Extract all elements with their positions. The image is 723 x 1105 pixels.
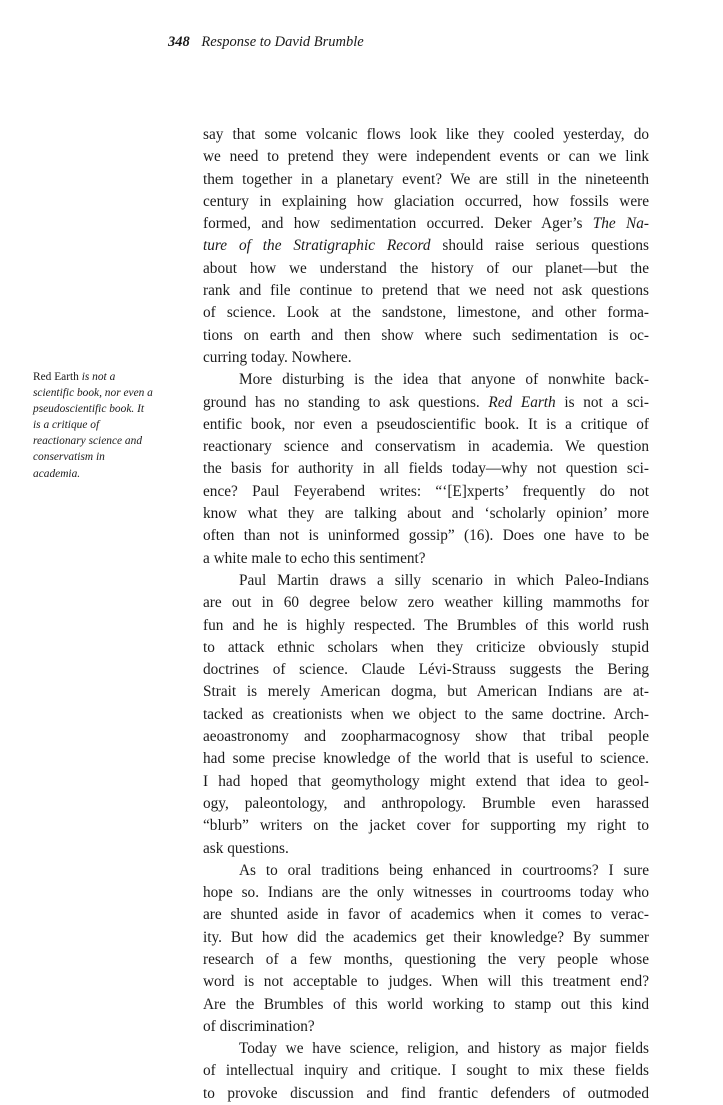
text-line: Are the Brumbles of this world working to stamp out this kind <box>203 995 649 1013</box>
text-line: As to oral traditions being enhanced in courtrooms? I sure <box>239 861 649 879</box>
margin-note-line: scientific book, nor even a <box>33 387 153 400</box>
text-line: know what they are talking about and ‘scholarly opinion’ more <box>203 505 649 523</box>
text-line: century in explaining how glaciation occurred, how fossils were <box>203 192 649 210</box>
text-line: we need to pretend they were independent events or can we link <box>203 148 649 166</box>
page-number: 348 <box>168 34 190 50</box>
paragraph-5 <box>203 1038 649 1105</box>
margin-note-line: reactionary science and <box>33 435 143 448</box>
margin-note-lead: Red Earth <box>33 371 79 383</box>
text-line: formed, and how sedimentation occurred. Deker Ager’s The Na- <box>203 215 649 233</box>
text-line: Today we have science, religion, and history as major fields <box>239 1040 649 1058</box>
text-line: to provoke discussion and find frantic defenders of outmoded <box>203 1084 649 1102</box>
text-line: curring today. Nowhere. <box>203 348 352 366</box>
text-line: rank and file continue to pretend that we need not ask questions <box>203 282 649 300</box>
text-line: tacked as creationists when we object to the same doctrine. Arch- <box>203 705 649 723</box>
text-line: a white male to echo this sentiment? <box>203 549 426 567</box>
paragraph-1 <box>203 124 649 369</box>
text-line: More disturbing is the idea that anyone of nonwhite back- <box>239 371 649 389</box>
paragraph-3 <box>203 570 649 860</box>
text-line: are out in 60 degree below zero weather killing mammoths for <box>203 594 649 612</box>
text-line: research of a few months, questioning the very people whose <box>203 950 649 968</box>
text-line: aeoastronomy and zoopharmacognosy show that tribal people <box>203 728 649 746</box>
text-line: ence? Paul Feyerabend writes: “‘[E]xperts’ frequently do not <box>203 482 649 500</box>
text-line: ground has no standing to ask questions. Red Earth is not a sci- <box>203 393 649 411</box>
text-line: of discrimination? <box>203 1017 315 1035</box>
margin-note-line: pseudoscientific book. It <box>33 403 145 416</box>
text-line: them together in a planetary event? We are still in the nineteenth <box>203 170 649 188</box>
text-line: fun and he is highly respected. The Brumbles of this world rush <box>203 616 649 634</box>
paragraph-2 <box>203 369 649 570</box>
text-line: had some precise knowledge of the world that is useful to science. <box>203 750 649 768</box>
text-line: tions on earth and then show where such sedimentation is oc- <box>203 326 649 344</box>
text-line: say that some volcanic flows look like they cooled yesterday, do <box>203 126 649 143</box>
book-title: ture of the Stratigraphic Record <box>203 237 431 255</box>
text-line: hope so. Indians are the only witnesses in courtrooms today who <box>203 884 649 902</box>
text-line: entific book, nor even a pseudoscientific book. It is a critique of <box>203 415 649 433</box>
running-title: Response to David Brumble <box>201 34 364 50</box>
text-line: ogy, paleontology, and anthropology. Brumble even harassed <box>203 794 649 812</box>
text-line: ture of the Stratigraphic Record should raise serious questions <box>203 237 649 255</box>
book-title: The Na- <box>592 215 649 233</box>
text-line: often than not is uninformed gossip” (16). Does one have to be <box>203 527 649 545</box>
text-line: are shunted aside in favor of academics when it comes to verac- <box>203 906 649 924</box>
margin-note-line: academia. <box>33 467 81 480</box>
paragraph-4 <box>203 860 649 1038</box>
text-line: to attack ethnic scholars when they criticize obviously stupid <box>203 638 649 656</box>
margin-note-line: is a critique of <box>33 419 100 432</box>
running-header <box>168 34 364 51</box>
margin-note-line: Red Earth is not a <box>33 371 116 383</box>
book-title: Red Earth <box>488 393 556 411</box>
text-line: “blurb” writers on the jacket cover for supporting my right to <box>203 817 649 835</box>
text-line: Paul Martin draws a silly scenario in which Paleo-Indians <box>239 571 649 589</box>
text-line: ity. But how did the academics get their knowledge? By summer <box>203 928 649 946</box>
margin-note-line: conservatism in <box>33 451 105 464</box>
body-text <box>203 124 649 1105</box>
text-line: word is not acceptable to judges. When will this treatment end? <box>203 973 649 991</box>
text-line: about how we understand the history of our planet—but the <box>203 259 649 277</box>
text-line: ask questions. <box>203 839 289 857</box>
text-line: the basis for authority in all fields today—why not question sci- <box>203 460 649 478</box>
text-line: reactionary science and conservatism in academia. We question <box>203 438 649 456</box>
text-line: of science. Look at the sandstone, limestone, and other forma- <box>203 304 649 322</box>
text-line: I had hoped that geomythology might extend that idea to geol- <box>203 772 649 790</box>
margin-note <box>33 369 181 482</box>
text-line: of intellectual inquiry and critique. I sought to mix these fields <box>203 1062 649 1080</box>
text-line: Strait is merely American dogma, but American Indians are at- <box>203 683 649 701</box>
text-line: doctrines of science. Claude Lévi-Strauss suggests the Bering <box>203 661 649 679</box>
